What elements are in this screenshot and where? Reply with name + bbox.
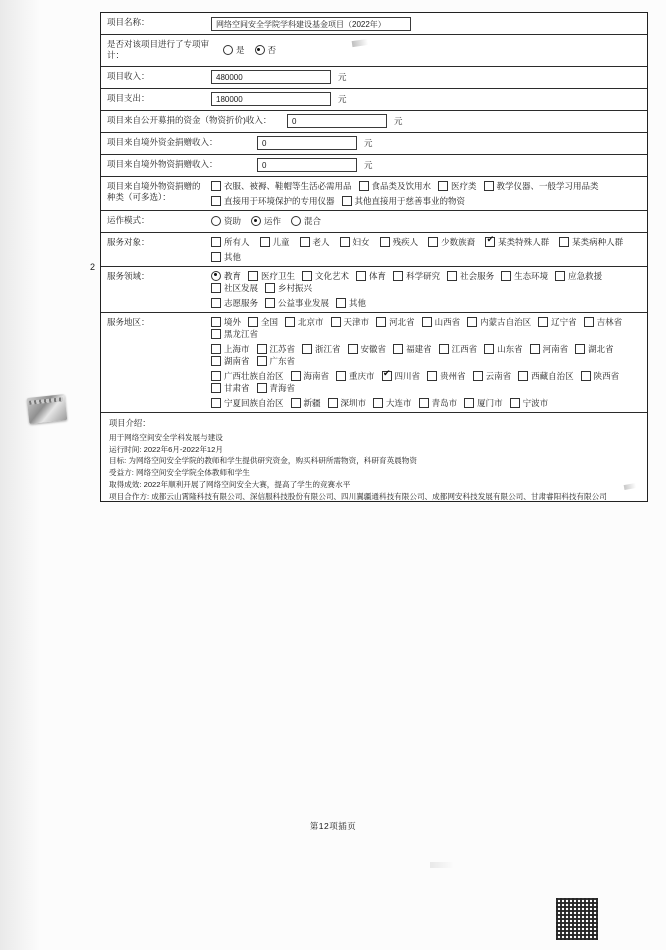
- service-area-option-29[interactable]: [211, 382, 250, 394]
- service-area-option-10-label: 上海市: [224, 343, 250, 354]
- audit-option-yes-label: 是: [236, 45, 245, 56]
- service-area-option-5-label: 山西省: [434, 316, 461, 327]
- service-object-option-2[interactable]: [300, 236, 330, 248]
- checkbox-icon: [467, 317, 477, 327]
- checkbox-icon: [356, 271, 366, 281]
- checkbox-icon: [484, 344, 494, 354]
- service-field-option-10-label: 志愿服务: [224, 297, 259, 308]
- operation-mode-option-1-label: 运作: [264, 216, 282, 227]
- service-area-option-14[interactable]: [393, 343, 432, 355]
- service-area-option-13-label: 安徽省: [360, 343, 387, 354]
- service-object-option-8-label: 其他: [224, 251, 242, 262]
- service-area-option-3[interactable]: [331, 316, 370, 328]
- checkbox-icon: [248, 317, 258, 327]
- service-area-option-4-label: 河北省: [389, 316, 415, 327]
- radio-icon: [211, 216, 221, 226]
- service-field-option-6-label: 生态环境: [514, 270, 549, 281]
- service-field-option-7-label: 应急救援: [568, 270, 603, 281]
- service-area-option-14-label: 福建省: [406, 343, 432, 354]
- service-field-option-2[interactable]: [302, 270, 349, 282]
- audit-option-no[interactable]: [255, 44, 277, 56]
- service-field-option-12[interactable]: [336, 297, 366, 309]
- checkbox-icon: [340, 237, 350, 247]
- checkbox-icon: [331, 317, 341, 327]
- service-field-option-2-label: 文化艺术: [315, 270, 350, 281]
- intro-line-5: 项目合作方: 成都云山霄隆科技有限公司、深信服科技股份有限公司、四川翼疆通科技有限公司、成都网安科技发展有限公司、甘肃睿阳科技有限公司: [109, 491, 607, 501]
- checkbox-icon: [380, 237, 390, 247]
- field-overseas-donation: [253, 155, 647, 176]
- checkbox-icon: [257, 344, 267, 354]
- checkbox-icon: [559, 237, 569, 247]
- row-public-donation: [101, 111, 647, 133]
- checkbox-icon: [376, 317, 386, 327]
- domestic-non-public-input[interactable]: 0: [257, 136, 357, 150]
- checkbox-icon: [302, 271, 312, 281]
- service-area-option-16-label: 山东省: [497, 343, 523, 354]
- checkbox-icon: [439, 344, 449, 354]
- service-area-option-7[interactable]: [538, 316, 577, 328]
- service-field-option-5[interactable]: [447, 270, 494, 282]
- checkbox-icon: [291, 371, 301, 381]
- service-field-option-7[interactable]: [555, 270, 602, 282]
- service-area-option-29-label: 甘肃省: [224, 382, 250, 393]
- overseas-goods-option-4-label: 直接用于环境保护的专用仪器: [224, 195, 335, 206]
- operation-mode-option-0[interactable]: [211, 215, 241, 227]
- service-field-option-10[interactable]: [211, 297, 258, 309]
- service-field-option-9-label: 乡村振兴: [278, 282, 313, 293]
- intro-line-0: 用于网络空间安全学科发展与建设: [109, 432, 223, 442]
- paper-clip-icon: [27, 394, 68, 424]
- checkbox-icon: [581, 371, 591, 381]
- overseas-donation-unit: 元: [364, 160, 373, 171]
- checkbox-icon: [302, 344, 312, 354]
- page-note: 第12项插页: [309, 821, 357, 831]
- checkbox-icon: [447, 271, 457, 281]
- service-field-option-11-label: 公益事业发展: [278, 297, 330, 308]
- checkbox-icon: [260, 237, 270, 247]
- field-expense: [207, 89, 647, 110]
- service-area-option-13[interactable]: [348, 343, 387, 355]
- service-area-option-11-label: 江苏省: [269, 343, 296, 354]
- label-operation-mode: 运作模式：: [107, 214, 150, 225]
- checkbox-icon: [211, 252, 221, 262]
- checkbox-icon: [257, 383, 267, 393]
- service-area-option-5[interactable]: [422, 316, 461, 328]
- intro-line-1: 运行时间: 2022年6月-2022年12月: [109, 444, 223, 454]
- service-field-option-1-label: 医疗卫生: [261, 270, 296, 281]
- label-service-field: 服务领域：: [107, 270, 150, 281]
- checkbox-icon: [211, 398, 221, 408]
- service-area-option-24-label: 四川省: [394, 370, 421, 381]
- row-project-name: [101, 13, 647, 35]
- service-area-option-34[interactable]: [373, 397, 412, 409]
- field-service-area: [207, 313, 647, 412]
- field-audit: [219, 35, 647, 66]
- service-area-option-28[interactable]: [581, 370, 620, 382]
- intro-line-4: 取得成效: 2022年顺利开展了网络空间安全大赛，提高了学生的竞赛水平: [109, 479, 351, 489]
- service-field-option-0[interactable]: [211, 270, 241, 282]
- service-area-option-17[interactable]: [530, 343, 569, 355]
- label-income: 项目收入：: [107, 70, 150, 81]
- row-overseas-goods-type: [101, 177, 647, 211]
- overseas-goods-option-5-label: 其他直接用于慈善事业的物资: [354, 195, 466, 206]
- overseas-donation-input[interactable]: 0: [257, 158, 357, 172]
- checkbox-icon: [348, 344, 358, 354]
- label-audit: 是否对该项目进行了专项审计：: [107, 39, 210, 61]
- row-overseas-donation: [101, 155, 647, 177]
- service-object-option-5-label: 少数族裔: [441, 236, 476, 247]
- checkbox-icon: [419, 398, 429, 408]
- service-object-option-6[interactable]: [485, 236, 549, 248]
- label-overseas-donation: 项目来自境外物资捐赠收入：: [107, 158, 218, 169]
- service-area-option-21-label: 广西壮族自治区: [224, 370, 284, 381]
- field-service-object: [207, 233, 647, 266]
- service-area-option-12[interactable]: [302, 343, 341, 355]
- service-area-option-8-label: 吉林省: [596, 316, 623, 327]
- service-object-option-4[interactable]: [380, 236, 419, 248]
- checkbox-icon: [530, 344, 540, 354]
- audit-option-yes[interactable]: [223, 44, 245, 56]
- label-overseas-goods-type: 项目来自境外物资捐赠的种类（可多选）：: [107, 180, 201, 203]
- service-area-option-12-label: 浙江省: [315, 343, 341, 354]
- field-overseas-goods-type: [207, 177, 647, 210]
- service-area-option-22[interactable]: [291, 370, 330, 382]
- service-area-option-28-label: 陕西省: [593, 370, 620, 381]
- service-field-option-4-label: 科学研究: [406, 270, 441, 281]
- checkbox-icon: [211, 329, 221, 339]
- field-intro: [101, 413, 613, 507]
- service-area-option-15-label: 江西省: [451, 343, 478, 354]
- checkbox-icon: [518, 371, 528, 381]
- row-income: [101, 67, 647, 89]
- checkbox-icon: [328, 398, 338, 408]
- checkbox-icon: [265, 283, 275, 293]
- project-form: [100, 12, 648, 502]
- service-area-option-23-label: 重庆市: [349, 370, 375, 381]
- overseas-goods-option-0[interactable]: [211, 180, 352, 192]
- audit-option-no-label: 否: [267, 45, 277, 56]
- row-service-area: [101, 313, 647, 413]
- service-area-option-11[interactable]: [257, 343, 296, 355]
- service-area-option-9-label: 黑龙江省: [224, 328, 259, 339]
- overseas-goods-option-1-label: 食品类及饮用水: [371, 180, 432, 191]
- checkbox-icon: [211, 181, 221, 191]
- checkbox-icon: [422, 317, 432, 327]
- checkbox-icon: [393, 344, 403, 354]
- service-area-option-37[interactable]: [510, 397, 549, 409]
- service-area-option-7-label: 辽宁省: [551, 316, 577, 327]
- service-object-option-8[interactable]: [211, 251, 241, 263]
- service-area-option-27-label: 西藏自治区: [531, 370, 574, 381]
- service-field-option-9[interactable]: [265, 282, 312, 294]
- field-domestic-non-public: [253, 133, 647, 154]
- checkbox-icon: [584, 317, 594, 327]
- label-domestic-non-public: 项目来自境外资金捐赠收入：: [107, 136, 218, 147]
- checkbox-icon: [265, 298, 275, 308]
- service-object-option-3-label: 妇女: [352, 236, 370, 247]
- radio-icon: [291, 216, 301, 226]
- service-object-option-7[interactable]: [559, 236, 623, 248]
- service-field-option-3[interactable]: [356, 270, 386, 282]
- checkbox-icon: [428, 237, 438, 247]
- service-area-option-0[interactable]: [211, 316, 241, 328]
- service-area-option-36[interactable]: [464, 397, 503, 409]
- checkbox-icon: [575, 344, 585, 354]
- row-intro: [101, 413, 647, 507]
- service-area-option-25-label: 贵州省: [440, 370, 466, 381]
- checkbox-checked-icon: [382, 371, 392, 381]
- label-public-donation: 项目来自公开募捐的资金（物资折价)收入：: [107, 114, 272, 125]
- overseas-goods-option-5[interactable]: [342, 195, 466, 207]
- service-area-option-30-label: 青海省: [269, 382, 296, 393]
- checkbox-icon: [336, 298, 346, 308]
- row-expense: [101, 89, 647, 111]
- row-domestic-non-public: [101, 133, 647, 155]
- service-field-option-12-label: 其他: [349, 297, 367, 308]
- checkbox-checked-icon: [485, 237, 495, 247]
- field-service-field: [207, 267, 647, 312]
- service-area-option-19-label: 湖南省: [224, 355, 250, 366]
- service-field-option-8-label: 社区发展: [224, 282, 259, 293]
- scan-artifact: [430, 862, 454, 868]
- checkbox-icon: [555, 271, 565, 281]
- intro-line-3: 受益方: 网络空间安全学院全体教师和学生: [109, 468, 250, 478]
- service-area-option-25[interactable]: [427, 370, 466, 382]
- intro-line-2: 目标: 为网络空间安全学院的教师和学生提供研究资金，购买科研所需物资，科研育英晨物资: [109, 456, 417, 466]
- public-donation-input[interactable]: 0: [287, 114, 387, 128]
- service-area-option-37-label: 宁波市: [522, 397, 549, 408]
- checkbox-icon: [373, 398, 383, 408]
- service-area-option-18-label: 湖北省: [588, 343, 614, 354]
- checkbox-icon: [473, 371, 483, 381]
- service-area-option-33-label: 深圳市: [340, 397, 367, 408]
- checkbox-icon: [300, 237, 310, 247]
- checkbox-icon: [501, 271, 511, 281]
- operation-mode-option-2[interactable]: [291, 215, 321, 227]
- scan-edge-shadow: [0, 0, 40, 950]
- service-field-option-5-label: 社会服务: [460, 270, 495, 281]
- checkbox-icon: [393, 271, 403, 281]
- label-service-object: 服务对象：: [107, 236, 150, 247]
- service-area-option-2-label: 北京市: [298, 316, 324, 327]
- service-area-option-2[interactable]: [285, 316, 324, 328]
- service-field-option-4[interactable]: [393, 270, 440, 282]
- service-field-option-6[interactable]: [501, 270, 548, 282]
- service-field-option-8[interactable]: [211, 282, 258, 294]
- operation-mode-option-0-label: 资助: [224, 216, 242, 227]
- row-service-field: [101, 267, 647, 313]
- radio-selected-icon: [251, 216, 261, 226]
- service-field-option-3-label: 体育: [369, 270, 387, 281]
- public-donation-unit: 元: [394, 116, 403, 127]
- overseas-goods-option-3[interactable]: [484, 180, 599, 192]
- checkbox-icon: [510, 398, 520, 408]
- row-audit: [101, 35, 647, 67]
- service-area-option-0-label: 境外: [224, 316, 242, 327]
- checkbox-icon: [211, 356, 221, 366]
- service-area-option-26-label: 云南省: [485, 370, 512, 381]
- checkbox-icon: [342, 196, 352, 206]
- label-service-area: 服务地区：: [107, 316, 150, 327]
- service-object-option-0[interactable]: [211, 236, 250, 248]
- overseas-goods-option-0-label: 衣服、被褥、鞋帽等生活必需用品: [224, 180, 352, 191]
- service-object-option-1[interactable]: [260, 236, 290, 248]
- checkbox-icon: [291, 398, 301, 408]
- checkbox-icon: [438, 181, 448, 191]
- service-area-option-9[interactable]: [211, 328, 258, 340]
- side-page-number: 2: [90, 262, 96, 272]
- checkbox-icon: [211, 237, 221, 247]
- expense-input[interactable]: 180000: [211, 92, 331, 106]
- service-object-option-5[interactable]: [428, 236, 475, 248]
- service-area-option-18[interactable]: [575, 343, 614, 355]
- checkbox-icon: [211, 344, 221, 354]
- service-area-option-1-label: 全国: [261, 316, 279, 327]
- service-field-option-11[interactable]: [265, 297, 329, 309]
- service-area-option-3-label: 天津市: [343, 316, 370, 327]
- radio-selected-icon: [255, 45, 265, 55]
- service-field-option-1[interactable]: [248, 270, 295, 282]
- service-area-option-8[interactable]: [584, 316, 623, 328]
- checkbox-icon: [427, 371, 437, 381]
- field-project-name: [207, 13, 647, 34]
- service-area-option-21[interactable]: [211, 370, 284, 382]
- field-operation-mode: [207, 211, 647, 232]
- checkbox-icon: [285, 317, 295, 327]
- domestic-non-public-unit: 元: [364, 138, 373, 149]
- checkbox-icon: [211, 298, 221, 308]
- service-area-option-1[interactable]: [248, 316, 278, 328]
- overseas-goods-option-4[interactable]: [211, 195, 335, 207]
- service-area-option-33[interactable]: [328, 397, 367, 409]
- service-area-option-19[interactable]: [211, 355, 250, 367]
- checkbox-icon: [211, 371, 221, 381]
- service-object-option-2-label: 老人: [312, 236, 330, 247]
- radio-icon: [223, 45, 233, 55]
- service-area-option-16[interactable]: [484, 343, 523, 355]
- checkbox-icon: [211, 196, 221, 206]
- service-area-option-35[interactable]: [419, 397, 458, 409]
- checkbox-icon: [257, 356, 267, 366]
- checkbox-icon: [211, 317, 221, 327]
- checkbox-icon: [484, 181, 494, 191]
- service-area-option-10[interactable]: [211, 343, 250, 355]
- service-area-option-30[interactable]: [257, 382, 296, 394]
- label-expense: 项目支出：: [107, 92, 150, 103]
- operation-mode-option-2-label: 混合: [304, 216, 322, 227]
- qr-code-icon: [556, 898, 598, 940]
- income-unit: 元: [338, 72, 347, 83]
- service-object-option-7-label: 某类病种人群: [572, 236, 624, 247]
- service-area-option-31[interactable]: [211, 397, 284, 409]
- checkbox-icon: [464, 398, 474, 408]
- service-area-option-4[interactable]: [376, 316, 415, 328]
- overseas-goods-option-3-label: 教学仪器、一般学习用品类: [496, 180, 599, 191]
- service-area-option-20-label: 广东省: [269, 355, 296, 366]
- service-object-option-1-label: 儿童: [272, 236, 290, 247]
- service-area-option-17-label: 河南省: [542, 343, 569, 354]
- service-field-option-0-label: 教育: [224, 270, 242, 281]
- service-area-option-36-label: 厦门市: [477, 397, 503, 408]
- service-area-option-32-label: 新疆: [303, 397, 321, 408]
- overseas-goods-option-2-label: 医疗类: [451, 180, 477, 191]
- service-area-option-35-label: 青岛市: [431, 397, 458, 408]
- service-area-option-20[interactable]: [257, 355, 296, 367]
- checkbox-icon: [538, 317, 548, 327]
- service-area-option-15[interactable]: [439, 343, 478, 355]
- radio-selected-icon: [211, 271, 221, 281]
- service-area-option-34-label: 大连市: [386, 397, 412, 408]
- service-area-option-6[interactable]: [467, 316, 531, 328]
- service-object-option-4-label: 残疾人: [392, 236, 419, 247]
- checkbox-icon: [248, 271, 258, 281]
- service-object-option-0-label: 所有人: [224, 236, 250, 247]
- field-income: [207, 67, 647, 88]
- label-project-name: 项目名称：: [107, 17, 150, 27]
- service-area-option-23[interactable]: [336, 370, 375, 382]
- checkbox-icon: [359, 181, 369, 191]
- service-area-option-32[interactable]: [291, 397, 321, 409]
- service-area-option-22-label: 海南省: [303, 370, 330, 381]
- income-input[interactable]: 480000: [211, 70, 331, 84]
- service-object-option-3[interactable]: [340, 236, 370, 248]
- service-area-option-24[interactable]: [382, 370, 421, 382]
- service-object-option-6-label: 某类特殊人群: [498, 236, 550, 247]
- checkbox-icon: [211, 283, 221, 293]
- checkbox-icon: [336, 371, 346, 381]
- service-area-option-27[interactable]: [518, 370, 574, 382]
- overseas-goods-option-1[interactable]: [359, 180, 432, 192]
- checkbox-icon: [211, 383, 221, 393]
- service-area-option-31-label: 宁夏回族自治区: [224, 397, 284, 408]
- project-name-input[interactable]: 网络空间安全学院学科建设基金项目（2022年）: [211, 17, 411, 31]
- expense-unit: 元: [338, 94, 347, 105]
- operation-mode-option-1[interactable]: [251, 215, 281, 227]
- row-operation-mode: [101, 211, 647, 233]
- overseas-goods-option-2[interactable]: [438, 180, 477, 192]
- field-public-donation: [283, 111, 647, 132]
- service-area-option-6-label: 内蒙古自治区: [480, 316, 532, 327]
- row-service-object: [101, 233, 647, 267]
- service-area-option-26[interactable]: [473, 370, 512, 382]
- label-intro: 项目介绍：: [109, 417, 151, 428]
